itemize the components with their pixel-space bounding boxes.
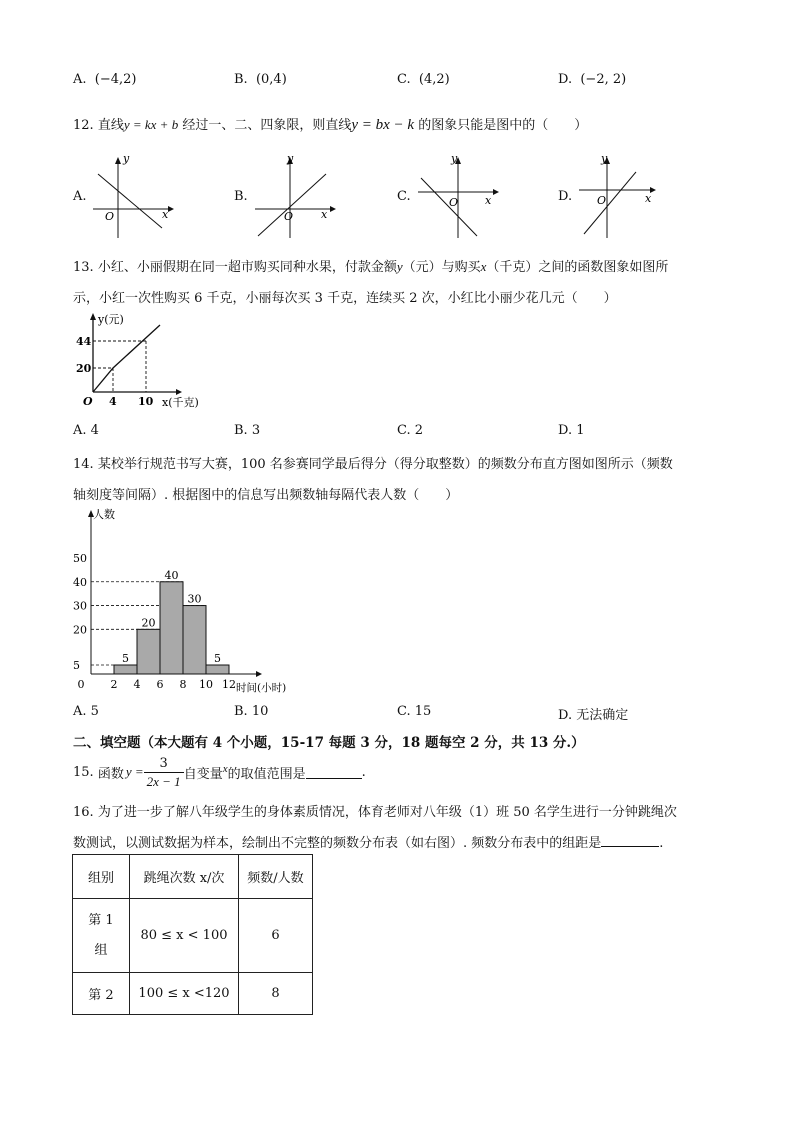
svg-text:y(元): y(元) <box>98 313 124 326</box>
q14-option-d: D. 无法确定 <box>558 708 629 723</box>
q16-frequency-table <box>72 854 313 1015</box>
q12-graph-d <box>574 152 664 246</box>
svg-text:O: O <box>449 196 459 209</box>
histogram-y-tick: 20 <box>73 623 87 637</box>
svg-text:4: 4 <box>109 395 117 408</box>
svg-text:y: y <box>601 152 608 165</box>
histogram-x-tick: 12 <box>222 678 236 691</box>
histogram-x-tick: 6 <box>156 678 164 691</box>
q12-label-d: D. <box>558 189 573 204</box>
histogram-x-tick: 4 <box>133 678 141 691</box>
histogram-y-tick: 40 <box>73 575 87 589</box>
q14-stem-line2: 轴刻度等间隔）. 根据图中的信息写出频数轴每隔代表人数（ ） <box>73 488 459 503</box>
q13-option-a: A. 4 <box>73 423 99 438</box>
histogram-y-tick: 30 <box>73 599 87 613</box>
q15-stem: 15. 函数 y = $\frac{3}{2x - 1}$ 自变量 x 的取值范围是 . <box>73 755 366 789</box>
histogram-bar <box>137 629 160 674</box>
q11-option-b: B. (0,4) <box>234 72 287 87</box>
svg-text:O: O <box>597 194 607 207</box>
svg-text:x(千克): x(千克) <box>162 396 199 409</box>
svg-text:y: y <box>287 152 294 165</box>
q12-graph-a <box>88 152 178 246</box>
svg-text:人数: 人数 <box>93 508 115 521</box>
q16-answer-blank[interactable] <box>601 834 659 847</box>
q16-stem-line1: 16. 为了进一步了解八年级学生的身体素质情况，体育老师对八年级（1）班 50 名学生进行一分钟跳绳次 <box>73 805 677 820</box>
q13-stem-line1: 13. 小红、小丽假期在同一超市购买同种水果，付款金额y（元）与购买x（千克）之间的函数图象如图所 <box>73 259 669 275</box>
svg-text:x: x <box>162 208 169 221</box>
q16-stem-line2: 数测试，以测试数据为样本，绘制出不完整的频数分布表（如右图）. 频数分布表中的组距是 . <box>73 836 664 851</box>
q12-label-c: C. <box>397 189 411 204</box>
histogram-y-tick: 50 <box>73 552 87 565</box>
table-row <box>73 973 313 1015</box>
q15-fraction: $\frac{3}{2x - 1}$ <box>144 755 184 790</box>
q15-answer-blank[interactable] <box>306 766 362 779</box>
q13-option-b: B. 3 <box>234 423 261 438</box>
q14-histogram <box>60 505 310 701</box>
histogram-x-tick: 8 <box>179 678 187 691</box>
table-cell-count: 6 <box>239 899 313 973</box>
histogram-bar-label: 5 <box>214 652 221 665</box>
histogram-bar <box>160 582 183 674</box>
q14-option-c: C. 15 <box>397 704 432 719</box>
svg-text:x: x <box>645 192 652 205</box>
svg-text:y: y <box>123 152 130 165</box>
table-row <box>73 899 313 973</box>
histogram-x-tick: 10 <box>199 678 213 691</box>
histogram-bar <box>114 665 137 674</box>
q11-option-c: C. (4,2) <box>397 72 450 87</box>
svg-text:O: O <box>284 210 294 223</box>
histogram-bar <box>183 606 206 674</box>
q14-option-b: B. 10 <box>234 704 269 719</box>
svg-text:y: y <box>451 152 458 165</box>
histogram-bar <box>206 665 229 674</box>
q14-option-a: A. 5 <box>73 704 99 719</box>
table-header: 组别 <box>73 855 130 899</box>
svg-text:x: x <box>485 194 492 207</box>
svg-text:20: 20 <box>76 362 92 375</box>
q12-graph-b <box>250 152 340 246</box>
histogram-bar-label: 40 <box>164 568 179 582</box>
histogram-x-tick: 2 <box>110 678 118 691</box>
histogram-bar-label: 30 <box>187 592 202 606</box>
svg-text:O: O <box>105 210 115 223</box>
q12-label-a: A. <box>73 189 87 204</box>
q13-option-d: D. 1 <box>558 423 585 438</box>
histogram-bar-label: 5 <box>122 652 129 665</box>
histogram-bar-label: 20 <box>141 616 156 630</box>
svg-text:44: 44 <box>76 335 92 348</box>
q11-option-a: A. (−4,2) <box>73 72 137 87</box>
table-header: 跳绳次数 x/次 <box>130 855 239 899</box>
table-cell-group: 第 1 组 <box>73 899 130 973</box>
q14-stem-line1: 14. 某校举行规范书写大赛，100 名参赛同学最后得分（得分取整数）的频数分布直方图如图所示（频数 <box>73 457 673 472</box>
histogram-y-tick: 5 <box>73 659 80 672</box>
section-2-heading: 二、填空题（本大题有 4 个小题，15-17 每题 3 分，18 题每空 2 分，共 13 分.） <box>73 735 585 751</box>
svg-text:10: 10 <box>138 395 154 408</box>
svg-text:时间(小时): 时间(小时) <box>236 682 287 694</box>
table-cell-count: 8 <box>239 973 313 1015</box>
q12-graph-c <box>413 152 503 246</box>
q11-option-d: D. (−2, 2) <box>558 72 627 87</box>
svg-text:O: O <box>83 395 93 408</box>
q12-label-b: B. <box>234 189 248 204</box>
svg-text:x: x <box>321 208 328 221</box>
table-cell-range: 80 ≤ x < 100 <box>130 899 239 973</box>
q13-option-c: C. 2 <box>397 423 424 438</box>
table-header-row <box>73 855 313 899</box>
q13-graph <box>76 310 216 414</box>
q12-stem: 12. 直线y = kx + b 经过一、二、四象限，则直线y = bx − k 的图象只能是图中的（ ） <box>73 117 588 133</box>
table-cell-range: 100 ≤ x <120 <box>130 973 239 1015</box>
q13-stem-line2: 示，小红一次性购买 6 千克，小丽每次买 3 千克，连续买 2 次，小红比小丽少花几元（ ） <box>73 291 617 306</box>
histogram-x-tick: 0 <box>77 678 85 691</box>
table-cell-group: 第 2 <box>73 973 130 1015</box>
table-header: 频数/人数 <box>239 855 313 899</box>
